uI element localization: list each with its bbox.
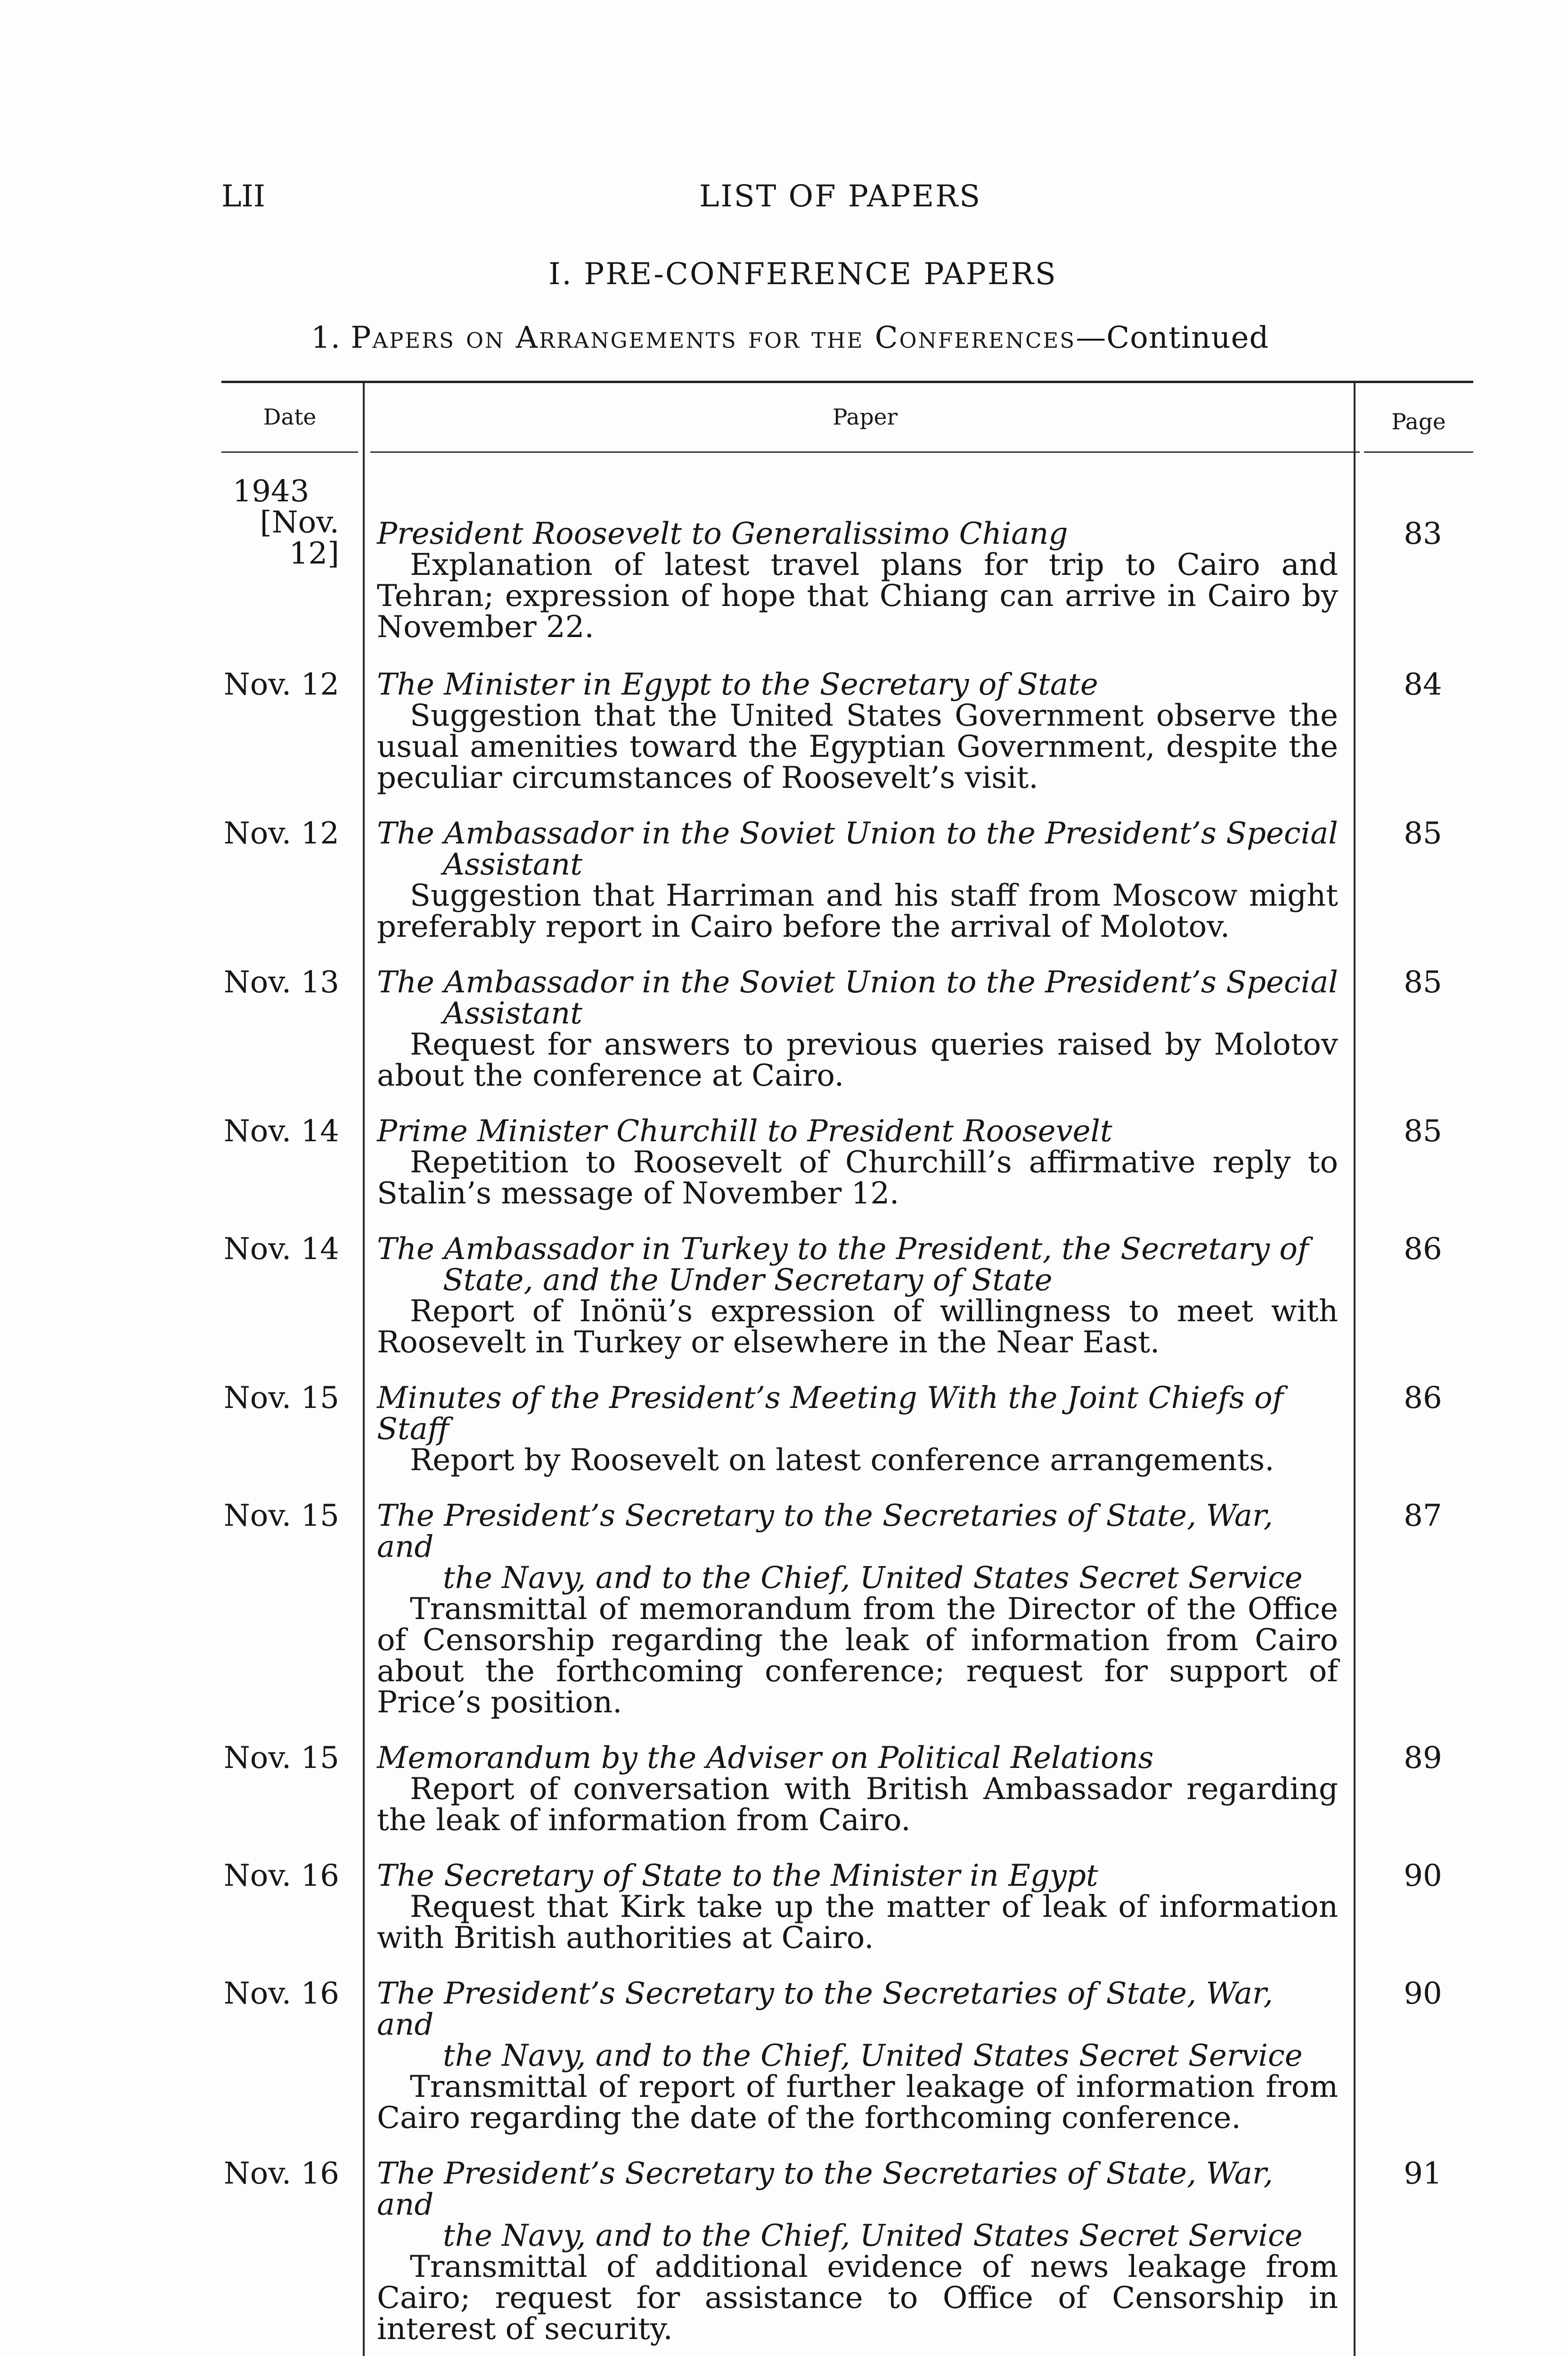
entry-title: The President’s Secretary to the Secretaries of State, War, and the Navy, and to the Chief, United States Secret Service [377, 1498, 1303, 1595]
entry-title: The Minister in Egypt to the Secretary of State [377, 667, 1098, 702]
entry-title: The Secretary of State to the Minister in Egypt [377, 1858, 1098, 1893]
entry-description: Report by Roosevelt on latest conference arrangements. [410, 1443, 1274, 1478]
entry-page: 90 [1404, 1858, 1442, 1893]
section-name: Papers on Arrangements for the Conferences [351, 320, 1076, 355]
entry-description: Suggestion that the United States Government observe the usual amenities toward the Egyptian Government, despite the peculiar circumstances of Roosevelt’s visit. [377, 698, 1338, 795]
running-head [0, 179, 1568, 217]
entry-date: Nov. 14 [223, 1114, 339, 1149]
list-item [0, 669, 1568, 794]
entry-description: Report of Inönü’s expression of willingness to meet with Roosevelt in Turkey or elsewhere in the Near East. [377, 1294, 1338, 1360]
entry-page: 86 [1404, 1381, 1442, 1415]
entry-page: 91 [1404, 2156, 1442, 2191]
entry-page: 86 [1404, 1232, 1442, 1267]
entry-title: Minutes of the President’s Meeting With the Joint Chiefs of Staff [377, 1381, 1284, 1447]
entry-date: Nov. 15 [223, 1741, 339, 1775]
entry-title: President Roosevelt to Generalissimo Chiang [377, 516, 1068, 551]
list-item [0, 818, 1568, 942]
entry-title: The Ambassador in Turkey to the President, the Secretary of State, and the Under Secretary of State [377, 1232, 1309, 1298]
entry-date: Nov. 12 [223, 667, 339, 702]
list-item [0, 1742, 1568, 1836]
entry-date: Nov. 12 [223, 816, 339, 851]
part-title: I. PRE-CONFERENCE PAPERS [548, 257, 1057, 292]
column-header-paper: Paper [833, 404, 898, 430]
entry-title: Memorandum by the Adviser on Political Relations [377, 1741, 1154, 1775]
entry-date: Nov. 14 [223, 1232, 339, 1267]
entry-description: Suggestion that Harriman and his staff from Moscow might preferably report in Cairo before the arrival of Molotov. [377, 878, 1338, 944]
list-item [0, 476, 1568, 643]
list-item [0, 1978, 1568, 2134]
entry-page: 85 [1404, 816, 1442, 851]
entry-title: The Ambassador in the Soviet Union to the President’s Special Assistant [377, 965, 1338, 1031]
section-number: 1. [311, 320, 341, 355]
entry-date: Nov. 15 [223, 1498, 339, 1533]
entry-title: Prime Minister Churchill to President Roosevelt [377, 1114, 1112, 1149]
entry-content [377, 1383, 1338, 1476]
entry-description: Request that Kirk take up the matter of leak of information with British authorities at Cairo. [377, 1890, 1338, 1955]
entry-title: The President’s Secretary to the Secretaries of State, War, and the Navy, and to the Chief, United States Secret Service [377, 2156, 1303, 2253]
entry-page: 87 [1404, 1498, 1442, 1533]
entry-date: Nov. 15 [223, 1381, 339, 1415]
column-header-date: Date [263, 404, 317, 430]
section-suffix: —Continued [1076, 320, 1269, 355]
entry-date: Nov. 16 [223, 1858, 339, 1893]
entry-description: Transmittal of memorandum from the Director of the Office of Censorship regarding the leak of information from Cairo about the forthcoming conference; request for support of Price’s position. [377, 1592, 1338, 1720]
section-title [311, 320, 1269, 355]
entry-content [377, 476, 1338, 643]
entry-content [377, 1978, 1338, 2134]
entry-title: The President’s Secretary to the Secretaries of State, War, and the Navy, and to the Chief, United States Secret Service [377, 1976, 1303, 2073]
list-item [0, 1116, 1568, 1209]
entry-page: 89 [1404, 1741, 1442, 1775]
entry-content [377, 1116, 1338, 1209]
list-item [0, 2158, 1568, 2345]
header-underline-date [221, 451, 358, 453]
list-item [0, 967, 1568, 1091]
entry-page: 84 [1404, 667, 1442, 702]
entry-date: Nov. 13 [223, 965, 339, 1000]
entry-content [377, 2158, 1338, 2345]
list-item [0, 1234, 1568, 1358]
entry-description: Report of conversation with British Ambassador regarding the leak of information from Cairo. [377, 1772, 1338, 1838]
entry-page: 85 [1404, 1114, 1442, 1149]
entry-description: Transmittal of report of further leakage of information from Cairo regarding the date of the forthcoming conference. [377, 2070, 1338, 2135]
entry-date: Nov. 16 [223, 1976, 339, 2011]
entry-description: Repetition to Roosevelt of Churchill’s affirmative reply to Stalin’s message of November 12. [377, 1145, 1338, 1211]
entry-content [377, 1742, 1338, 1836]
entry-page: 90 [1404, 1976, 1442, 2011]
entry-date: Nov. 16 [223, 2156, 339, 2191]
entry-description: Request for answers to previous queries raised by Molotov about the conference at Cairo. [377, 1027, 1338, 1093]
entry-description: Transmittal of additional evidence of news leakage from Cairo; request for assistance to Office of Censorship in interest of security. [377, 2250, 1338, 2347]
papers-table [0, 476, 1568, 2356]
entry-page: 83 [1404, 516, 1442, 551]
entry-content [377, 669, 1338, 794]
entry-date: 1943 [Nov. 12] [232, 474, 339, 571]
entry-content [377, 1860, 1338, 1954]
page-number: LII [221, 179, 266, 214]
header-underline-page [1364, 451, 1473, 453]
entry-content [377, 1234, 1338, 1358]
list-item [0, 1383, 1568, 1476]
header-underline-paper [370, 451, 1360, 453]
entry-page: 85 [1404, 965, 1442, 1000]
entry-content [377, 967, 1338, 1091]
entry-title: The Ambassador in the Soviet Union to the President’s Special Assistant [377, 816, 1338, 882]
entry-content [377, 1500, 1338, 1718]
list-item [0, 1860, 1568, 1954]
list-item [0, 1500, 1568, 1718]
entry-content [377, 818, 1338, 942]
table-top-rule [221, 381, 1473, 383]
column-header-page: Page [1391, 409, 1446, 435]
entry-description: Explanation of latest travel plans for trip to Cairo and Tehran; expression of hope that Chiang can arrive in Cairo by November 22. [377, 548, 1338, 645]
running-title: LIST OF PAPERS [699, 179, 982, 214]
